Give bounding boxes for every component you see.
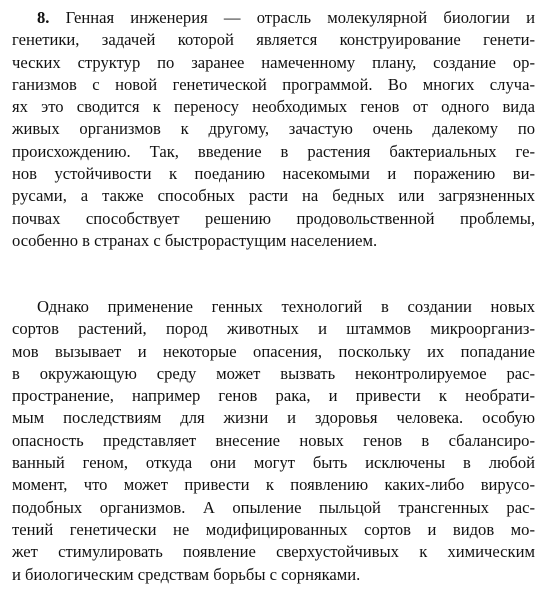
text-line: русами, а также способных расти на бедных или загрязненных <box>12 186 535 206</box>
paragraph-concerns <box>0 296 543 586</box>
text-line: ганизмов с новой генетической программой. Во многих случа- <box>12 74 535 94</box>
text-line: ческих структур по заранее намеченному плану, создание ор- <box>12 52 535 72</box>
text-line: особенно в странах с быстрорастущим населением. <box>12 230 378 250</box>
text-line: жет стимулировать появление сверхустойчивых к химическим <box>12 542 535 562</box>
text-line: почвах способствует решению продовольственной проблемы, <box>12 208 535 228</box>
text-line: и биологическим средствам борьбы с сорняками. <box>12 564 361 584</box>
line-text: Генная инженерия — отрасль молекулярной биологии и <box>65 8 535 27</box>
text-line <box>0 7 543 29</box>
text-line: тений генетически не модифицированных сортов и видов мо- <box>12 519 535 539</box>
text-line: живых организмов к другому, зачастую очень далекому по <box>12 119 535 139</box>
text-line: сортов растений, пород животных и штаммов микроорганиз- <box>12 319 535 339</box>
text-line: ванный геном, откуда они могут быть исключены в любой <box>12 453 535 473</box>
paragraph-genetic-engineering <box>0 7 543 252</box>
paragraph-number: 8. <box>37 8 50 27</box>
text-line: Однако применение генных технологий в создании новых <box>37 297 535 316</box>
text-line: генетики, задачей которой является конструирование генети- <box>12 30 535 50</box>
text-line: происхождению. Так, введение в растения бактериальных ге- <box>12 141 535 161</box>
text-line: пространение, например генов рака, и привести к необрати- <box>12 386 535 406</box>
text-line: подобных организмов. А опыление пыльцой трансгенных рас- <box>12 497 535 517</box>
text-line: момент, что может привести к появлению каких-либо вирусо- <box>12 475 535 495</box>
text-line: ях это сводится к переносу необходимых генов от одного вида <box>12 97 535 117</box>
text-line: опасность представляет внесение новых генов в сбалансиро- <box>12 430 535 450</box>
text-line: в окружающую среду может вызвать неконтролируемое рас- <box>12 363 535 383</box>
text-line: мым последствиям для жизни и здоровья человека. особую <box>12 408 535 428</box>
text-line: нов устойчивости к поеданию насекомыми и поражению ви- <box>12 164 535 184</box>
text-line: мов вызывает и некоторые опасения, поскольку их попадание <box>12 341 535 361</box>
